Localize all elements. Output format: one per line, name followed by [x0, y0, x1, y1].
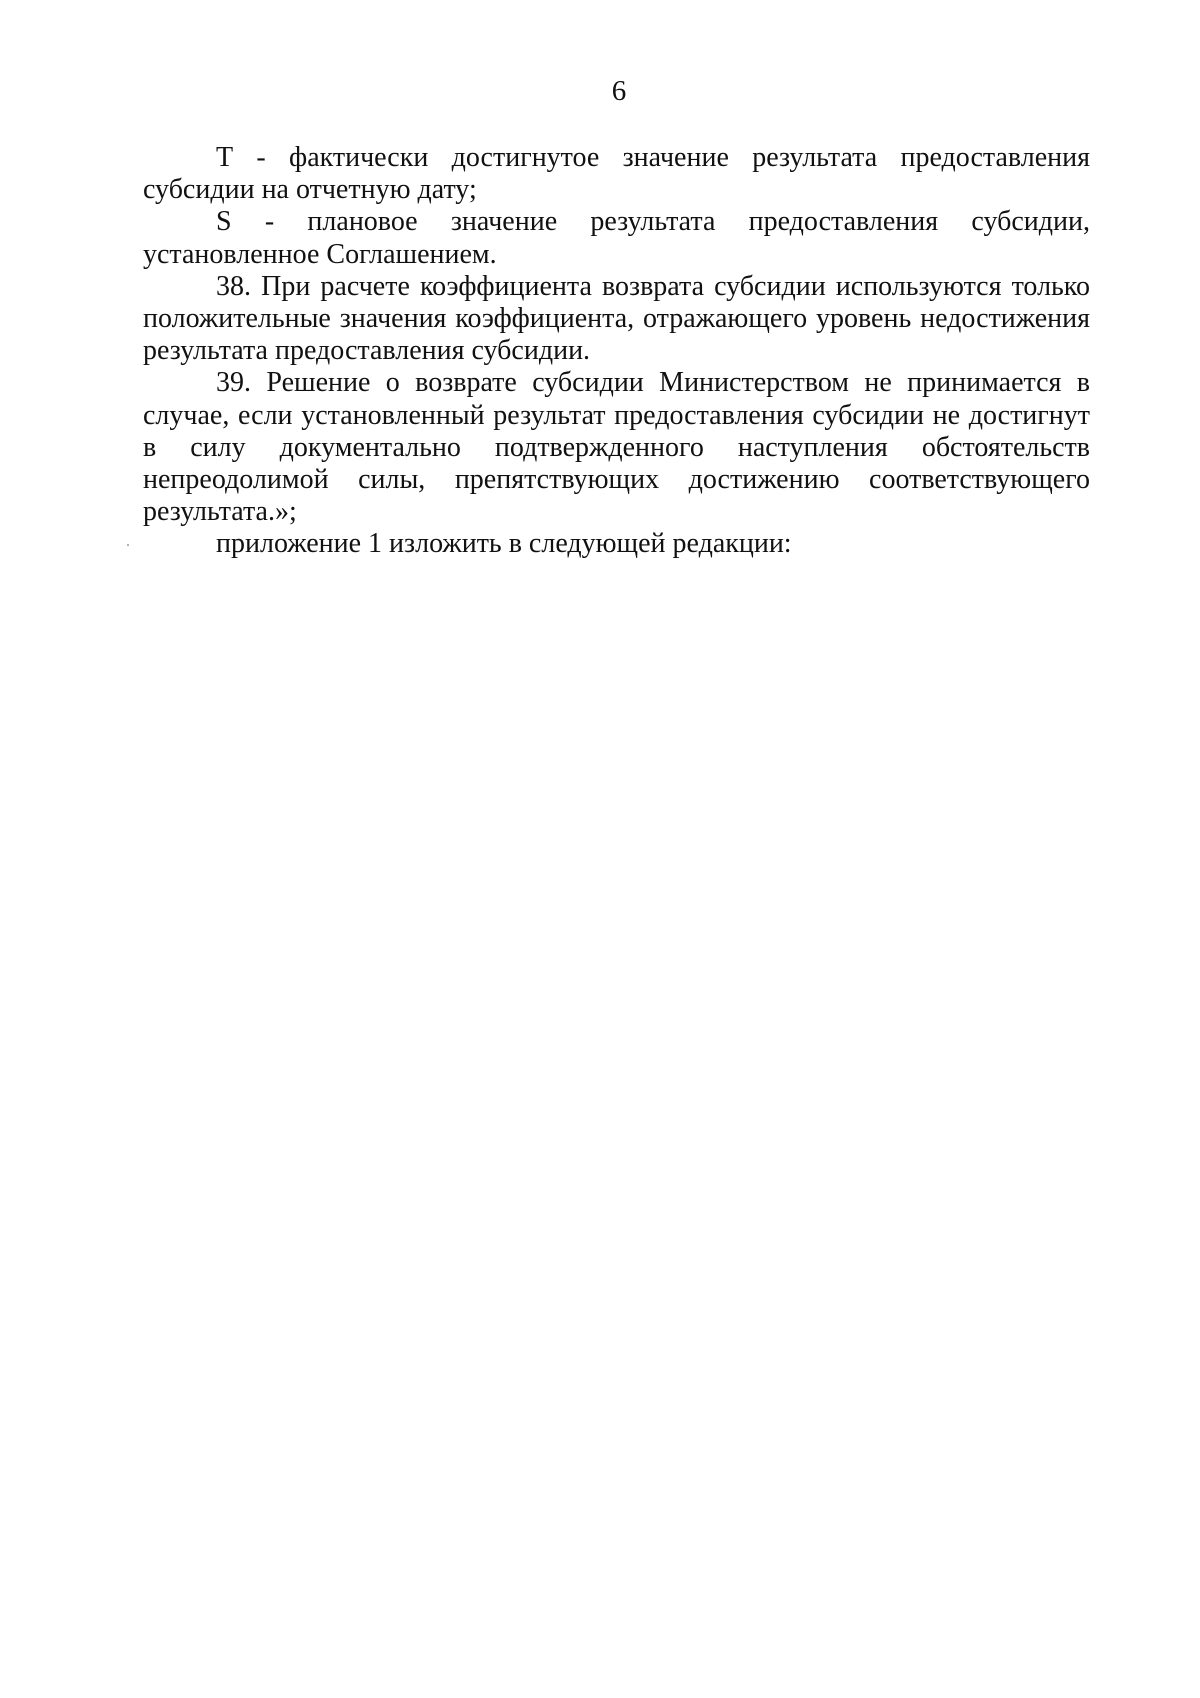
paragraph-item-39: 39. Решение о возврате субсидии Министерством не принимается в случае, если установленный результат предоставления субсидии не достигнут в силу документально подтвержденного наступления обстоятельств непреодолимой силы, препятствующих достижению соответствующего результата.»; [143, 367, 1090, 528]
document-body [143, 142, 1090, 561]
paragraph-s-definition: S - плановое значение результата предоставления субсидии, установленное Соглашением. [143, 206, 1090, 270]
page-number: 6 [611, 75, 627, 107]
paragraph-item-38: 38. При расчете коэффициента возврата субсидии используются только положительные значения коэффициента, отражающего уровень недостижения результата предоставления субсидии. [143, 270, 1090, 367]
scan-speck [127, 544, 129, 546]
paragraph-appendix-instruction: приложение 1 изложить в следующей редакции: [216, 528, 792, 560]
paragraph-t-definition: Т - фактически достигнутое значение результата предоставления субсидии на отчетную дату; [143, 142, 1090, 206]
